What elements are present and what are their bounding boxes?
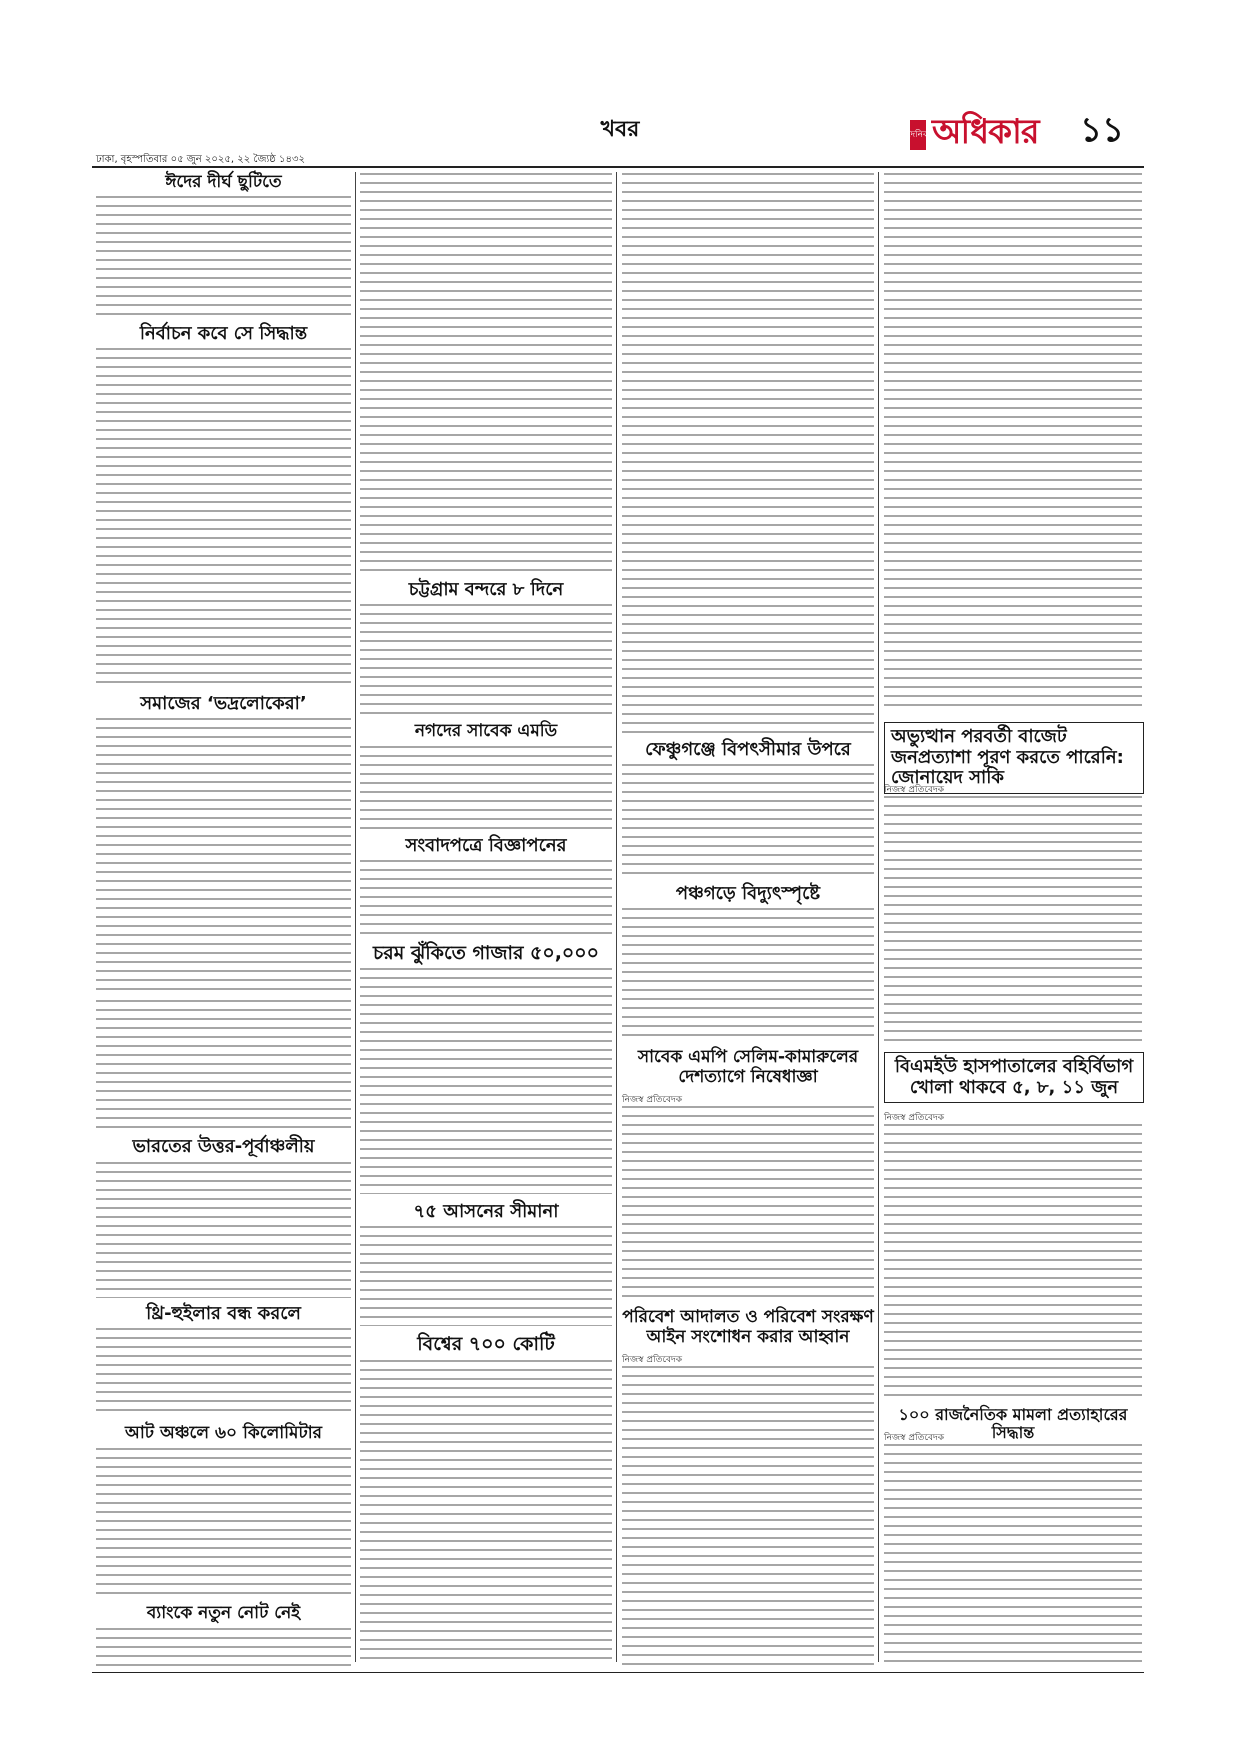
headline-ganja: চরম ঝুঁকিতে গাজার ৫০,০০০: [373, 942, 599, 964]
article-body-seats: [360, 1226, 612, 1326]
headline-budget: অভ্যুত্থান পরবর্তী বাজেট জনপ্রত্যাশা পূরণ করতে পারেনি: জোনায়েদ সাকি: [884, 722, 1144, 794]
article-body-panchagarh: [622, 908, 874, 1040]
article-body-continued-2: [622, 173, 874, 733]
headline-threewheeler: থ্রি-হুইলার বন্ধ করলে: [146, 1303, 301, 1324]
headline-chattogram: চট্টগ্রাম বন্দরে ৮ দিনে: [408, 579, 564, 600]
footer-rule: [92, 1672, 1144, 1673]
column-divider: [878, 172, 879, 1662]
article-body-environment: [622, 1366, 874, 1666]
headline-md: নগদের সাবেক এমডি: [414, 721, 558, 741]
article-body-election: [96, 348, 351, 686]
column-divider: [355, 172, 356, 1662]
headline-world700: বিশ্বের ৭০০ কোটি: [417, 1333, 555, 1355]
headline-northeast: ভারতের উত্তর-পূর্বাঞ্চলীয়: [132, 1136, 315, 1157]
article-body-bsmmu: [884, 1124, 1142, 1400]
article-body-eid: [96, 196, 351, 316]
headline-selim: সাবেক এমপি সেলিম-কামারুলের দেশত্যাগে নিষেধাজ্ঞা: [637, 1047, 859, 1087]
section-title: খবর: [600, 117, 640, 142]
headline-cases: ১০০ রাজনৈতিক মামলা প্রত্যাহারের সিদ্ধান্ত: [898, 1405, 1128, 1443]
column-divider: [616, 172, 617, 1662]
page-number: ১১: [1080, 110, 1125, 150]
masthead-logo: [906, 106, 1039, 163]
article-body-cases: [884, 1444, 1142, 1666]
article-body-ganja: [360, 968, 612, 1194]
article-body-ads: [360, 860, 612, 938]
byline: নিজস্ব প্রতিবেদক: [622, 1095, 683, 1105]
article-body-md: [360, 746, 612, 830]
date-line: ঢাকা, বৃহস্পতিবার ০৫ জুন ২০২৫, ২২ জ্যৈষ্ঠ ১৪৩২: [96, 154, 305, 165]
article-body-fenchuganj: [622, 764, 874, 878]
article-body-continued: [360, 173, 612, 573]
article-body-continued-3: [884, 173, 1142, 713]
article-body-world700: [360, 1360, 612, 1666]
headline-eid: ঈদের দীর্ঘ ছুটিতে: [165, 172, 282, 192]
header-rule: [92, 166, 1144, 168]
byline: নিজস্ব প্রতিবেদক: [884, 785, 945, 795]
byline: নিজস্ব প্রতিবেদক: [884, 1113, 945, 1123]
logo-text: অধিকার: [932, 112, 1039, 152]
headline-ads: সংবাদপত্রে বিজ্ঞাপনের: [405, 835, 567, 856]
headline-fenchuganj: ফেঞ্চুগঞ্জে বিপৎসীমার উপরে: [645, 739, 851, 760]
article-body-gentlemen-cont: [96, 1000, 351, 1130]
article-body-newnotes: [96, 1628, 351, 1668]
article-body-chattogram: [360, 604, 612, 716]
headline-newnotes: ব্যাংকে নতুন নোট নেই: [146, 1603, 301, 1623]
article-body-gentlemen: [96, 718, 351, 996]
byline: নিজস্ব প্রতিবেদক: [622, 1355, 683, 1365]
headline-gentlemen: সমাজের ‘ভদ্রলোকেরা’: [140, 693, 307, 714]
logo-tag: দৈনিক: [910, 120, 926, 150]
headline-election: নির্বাচন কবে সে সিদ্ধান্ত: [139, 323, 308, 344]
headline-bsmmu: বিএমইউ হাসপাতালের বহির্বিভাগ খোলা থাকবে ৫, ৮, ১১ জুন: [884, 1052, 1144, 1103]
byline: নিজস্ব প্রতিবেদক: [884, 1433, 945, 1443]
article-body-selim: [622, 1106, 874, 1302]
headline-eightzones: আট অঞ্চলে ৬০ কিলোমিটার: [124, 1423, 323, 1443]
article-body-eightzones: [96, 1448, 351, 1596]
headline-seats: ৭৫ আসনের সীমানা: [413, 1201, 559, 1222]
article-body-budget: [884, 796, 1142, 1044]
article-body-threewheeler: [96, 1328, 351, 1418]
headline-environment: পরিবেশ আদালত ও পরিবেশ সংরক্ষণ আইন সংশোধন করার আহ্বান: [622, 1307, 874, 1347]
headline-panchagarh: পঞ্চগড়ে বিদ্যুৎস্পৃষ্টে: [675, 883, 821, 904]
article-body-northeast: [96, 1162, 351, 1298]
